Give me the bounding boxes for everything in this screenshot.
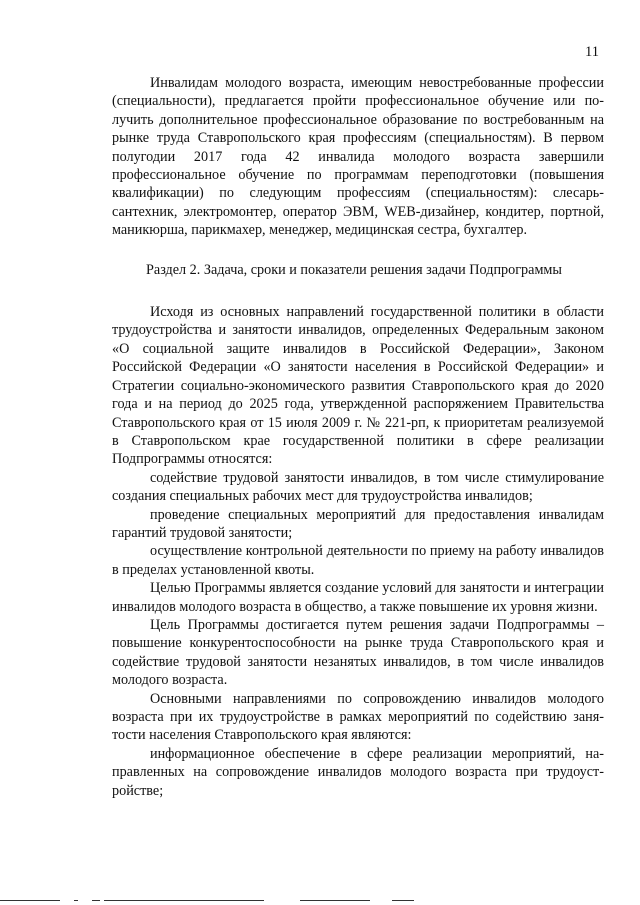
paragraph-program-goal: Целью Программы является создание условий для занятости и интеграции инвалидов молодого возраста в общество, а также повышение их уровня жизни.: [112, 580, 604, 615]
paragraph-support-directions: Основными направлениями по сопровождению инвалидов молодого возраста при их трудоустройстве в рамках мероприятий по содействию занятости населения Ставропольского края являются:: [112, 690, 604, 744]
page-number: 11: [585, 44, 599, 60]
paragraph-intro: Инвалидам молодого возраста, имеющим невостребованные профессии (специальности), предлагается пройти профессиональное обучение или получить дополнительное профессиональное образование по востребованным на рынке труда Ставропольского края профессиям (специальностям). В первом полугодии 2017 года 42 инвалида молодого возраста завершили профессиональное обучение по программам переподготовки (повышения квалификации) по следующим профессиям (специальностям): слесарь-сантехник, электромонтер, оператор ЭВМ, WEB-дизайнер, кондитер, портной, маникюрша, парикмахер, менеджер, медицинская сестра, бухгалтер.: [112, 75, 604, 239]
document-body: [112, 74, 604, 800]
paragraph-goal-achievement: Цель Программы достигается путем решения задачи Подпрограммы – повышение конкурентоспособности на рынке труда Ставропольского края и содействие трудовой занятости незанятых инвалидов, в том числе инвалидов молодого возраста.: [112, 616, 604, 689]
list-item-quota-control: осуществление контрольной деятельности по приему на работу инвалидов в пределах установленной квоты.: [112, 543, 604, 578]
list-item-guarantees: проведение специальных мероприятий для предоставления инвалидам гарантий трудовой занятости;: [112, 506, 604, 541]
section-heading: Раздел 2. Задача, сроки и показатели решения задачи Подпрограммы: [146, 261, 562, 278]
list-item-information-support: информационное обеспечение в сфере реализации мероприятий, направленных на сопровождение инвалидов молодого возраста при трудоустройстве;: [112, 745, 604, 799]
scan-edge-line: [0, 898, 640, 904]
list-item-employment: содействие трудовой занятости инвалидов, в том числе стимулирование создания специальных рабочих мест для трудоустройства инвалидов;: [112, 469, 604, 505]
paragraph-priorities: Исходя из основных направлений государственной политики в области трудоустройства и занятости инвалидов, определенных Федеральным законом «О социальной защите инвалидов в Российской Федерации», Законом Российской Федерации «О занятости населения в Российской Федерации» и Стратегии социально-экономического развития Ставропольского края до 2020 года и на период до 2025 года, утвержденной распоряжением Правительства Ставропольского края от 15 июля 2009 г. № 221-рп, к приоритетам реализуемой в Ставропольском крае государственной политики в сфере реализации Подпрограммы относятся:: [112, 304, 604, 468]
